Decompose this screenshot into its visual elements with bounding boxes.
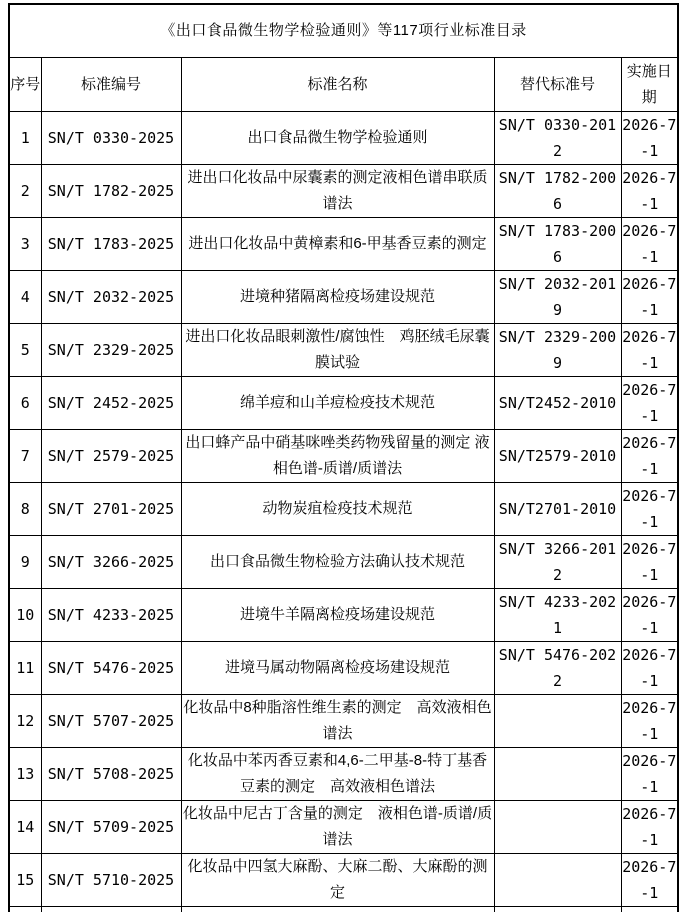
- cell-serial-no: 12: [9, 695, 41, 748]
- cell-replaced-standard-no: SN/T2452-2010: [494, 377, 621, 430]
- cell-serial-no: 1: [9, 112, 41, 165]
- cell-replaced-standard-no: SN/T 0330-2012: [494, 112, 621, 165]
- cell-standard-no: SN/T 4233-2025: [41, 589, 181, 642]
- table-row: [9, 536, 678, 589]
- cell-standard-name: 化妆品中苯丙香豆素和4,6-二甲基-8-特丁基香豆素的测定 高效液相色谱法: [181, 748, 494, 801]
- cell-serial-no: 4: [9, 271, 41, 324]
- cell-serial-no: 3: [9, 218, 41, 271]
- cell-standard-name: 进境马属动物隔离检疫场建设规范: [181, 642, 494, 695]
- table-row: [9, 589, 678, 642]
- cell-standard-name: 动物炭疽检疫技术规范: [181, 483, 494, 536]
- cell-implementation-date: 2026-7-1: [621, 536, 678, 589]
- cell-standard-no: SN/T 2701-2025: [41, 483, 181, 536]
- cell-standard-no: SN/T 5709-2025: [41, 801, 181, 854]
- table-row: [9, 165, 678, 218]
- cell-implementation-date: 2026-7-1: [621, 165, 678, 218]
- cell-replaced-standard-no: SN/T 2032-2019: [494, 271, 621, 324]
- cell-replaced-standard-no: [494, 695, 621, 748]
- table-row: [9, 642, 678, 695]
- cell-standard-name: 化妆品中尼古丁含量的测定 液相色谱-质谱/质谱法: [181, 801, 494, 854]
- cell-serial-no: 2: [9, 165, 41, 218]
- cell-standard-name: 进出口化妆品眼刺激性/腐蚀性 鸡胚绒毛尿囊膜试验: [181, 324, 494, 377]
- cell-implementation-date: 2026-7-1: [621, 377, 678, 430]
- cell-serial-no: 5: [9, 324, 41, 377]
- cell-standard-name: 进出口化妆品中黄樟素和6-甲基香豆素的测定: [181, 218, 494, 271]
- cell-standard-no: SN/T 1783-2025: [41, 218, 181, 271]
- cell-standard-name: 出口蜂产品中硝基咪唑类药物残留量的测定 液相色谱-质谱/质谱法: [181, 430, 494, 483]
- cell-replaced-standard-no: SN/T 4233-2021: [494, 589, 621, 642]
- column-header-implementation-date: 实施日期: [621, 58, 678, 112]
- cell-implementation-date: 2026-7-1: [621, 801, 678, 854]
- cell-implementation-date: 2026-7-1: [621, 695, 678, 748]
- cell-replaced-standard-no: [494, 854, 621, 907]
- cell-standard-name: 进境牛羊隔离检疫场建设规范: [181, 589, 494, 642]
- table-body: [9, 112, 678, 912]
- cell-serial-no: 6: [9, 377, 41, 430]
- cell-standard-no: SN/T 2032-2025: [41, 271, 181, 324]
- column-header-replaced-standard-no: 替代标准号: [494, 58, 621, 112]
- cell-implementation-date: 2026-7-1: [621, 854, 678, 907]
- cell-standard-name: 化妆品中8种脂溶性维生素的测定 高效液相色谱法: [181, 695, 494, 748]
- cell-serial-no: 7: [9, 430, 41, 483]
- cell-standard-no: SN/T 3266-2025: [41, 536, 181, 589]
- cell-replaced-standard-no: SN/T 1783-2006: [494, 218, 621, 271]
- cell-serial-no: 15: [9, 854, 41, 907]
- header-row: [9, 58, 678, 112]
- cell-standard-no: SN/T 5708-2025: [41, 748, 181, 801]
- cell-implementation-date: 2026-7-1: [621, 271, 678, 324]
- cell-serial-no: 13: [9, 748, 41, 801]
- column-header-standard-no: 标准编号: [41, 58, 181, 112]
- column-header-serial-no: 序号: [9, 58, 41, 112]
- standards-directory-table: [8, 3, 679, 912]
- cell-standard-no: SN/T 5476-2025: [41, 642, 181, 695]
- cell-implementation-date: 2026-7-1: [621, 642, 678, 695]
- cell-replaced-standard-no: SN/T 5476-2022: [494, 642, 621, 695]
- table-row: [9, 430, 678, 483]
- cell-replaced-standard-no: [494, 907, 621, 912]
- cell-implementation-date: 2026-7-1: [621, 483, 678, 536]
- table-row: [9, 218, 678, 271]
- table-row: [9, 324, 678, 377]
- cell-standard-name: 出口食品微生物学检验通则: [181, 112, 494, 165]
- cell-standard-name: 出口食品微生物检验方法确认技术规范: [181, 536, 494, 589]
- cell-replaced-standard-no: SN/T 2329-2009: [494, 324, 621, 377]
- cell-implementation-date: 2026-7-1: [621, 589, 678, 642]
- cell-standard-no: SN/T 5710-2025: [41, 854, 181, 907]
- cell-implementation-date: 2026-7-1: [621, 430, 678, 483]
- cell-serial-no: 11: [9, 642, 41, 695]
- cell-standard-name: 进出口化妆品中尿囊素的测定液相色谱串联质谱法: [181, 165, 494, 218]
- cell-standard-no: SN/T 0330-2025: [41, 112, 181, 165]
- table-row: [9, 377, 678, 430]
- cell-standard-name: 绵羊痘和山羊痘检疫技术规范: [181, 377, 494, 430]
- cell-replaced-standard-no: [494, 748, 621, 801]
- cell-standard-no: SN/T 1782-2025: [41, 165, 181, 218]
- column-header-standard-name: 标准名称: [181, 58, 494, 112]
- cell-implementation-date: 2026-7-1: [621, 748, 678, 801]
- cell-standard-no: SN/T 2452-2025: [41, 377, 181, 430]
- cell-standard-no: SN/T 2579-2025: [41, 430, 181, 483]
- cell-replaced-standard-no: SN/T2579-2010: [494, 430, 621, 483]
- table-title: 《出口食品微生物学检验通则》等117项行业标准目录: [9, 4, 678, 58]
- cell-standard-no: SN/T 2329-2025: [41, 324, 181, 377]
- cell-standard-no: SN/T 5707-2025: [41, 695, 181, 748]
- cell-replaced-standard-no: SN/T 3266-2012: [494, 536, 621, 589]
- cell-standard-name: 进境种猪隔离检疫场建设规范: [181, 271, 494, 324]
- cell-serial-no: [9, 907, 41, 912]
- cell-standard-name: [181, 907, 494, 912]
- table-row: [9, 801, 678, 854]
- cell-replaced-standard-no: SN/T2701-2010: [494, 483, 621, 536]
- cell-implementation-date: 2026-7-1: [621, 324, 678, 377]
- cell-standard-no: [41, 907, 181, 912]
- cell-implementation-date: 2026-7-1: [621, 218, 678, 271]
- table-row: [9, 695, 678, 748]
- title-row: [9, 4, 678, 58]
- table-row: [9, 748, 678, 801]
- table-row: [9, 271, 678, 324]
- table-row: [9, 112, 678, 165]
- table-row: [9, 483, 678, 536]
- cell-implementation-date: [621, 907, 678, 912]
- cell-replaced-standard-no: [494, 801, 621, 854]
- cell-implementation-date: 2026-7-1: [621, 112, 678, 165]
- cell-serial-no: 8: [9, 483, 41, 536]
- cell-replaced-standard-no: SN/T 1782-2006: [494, 165, 621, 218]
- cell-serial-no: 10: [9, 589, 41, 642]
- table-row: [9, 854, 678, 907]
- cell-serial-no: 9: [9, 536, 41, 589]
- cell-serial-no: 14: [9, 801, 41, 854]
- table-row-partial: [9, 907, 678, 912]
- cell-standard-name: 化妆品中四氢大麻酚、大麻二酚、大麻酚的测定: [181, 854, 494, 907]
